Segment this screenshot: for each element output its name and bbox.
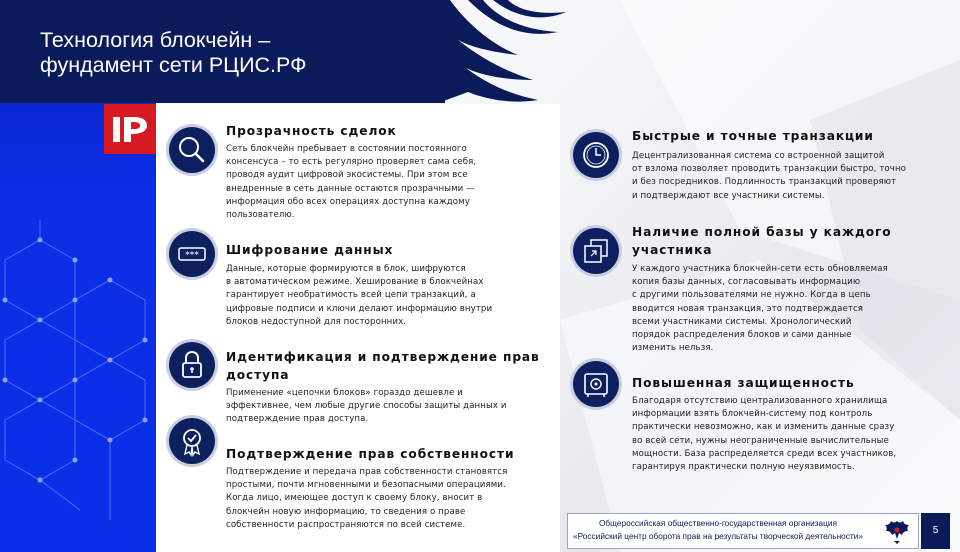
footer-organization	[567, 513, 919, 549]
header-bar	[0, 0, 445, 103]
slide-title: Технология блокчейн – фундамент сети РЦИС.РФ	[40, 28, 307, 77]
clock-icon	[573, 132, 619, 178]
left-item-2-title: Шифрование данных	[226, 243, 394, 257]
wings-icon	[438, 0, 568, 110]
rcis-logo	[104, 104, 156, 154]
double-headed-eagle-icon	[882, 517, 912, 545]
footer-line-2: «Российский центр оборота прав на результаты творческой деятельности»	[572, 531, 863, 541]
copy-squares-icon	[573, 228, 619, 274]
footer-line-1: Общероссийская общественно-государственная организация	[598, 518, 838, 528]
magnifier-icon	[169, 127, 215, 173]
left-item-1-text: Сеть блокчейн пребывает в состоянии постоянного консенсуса – то есть регулярно проверяет сама себя, проводя аудит цифровой экосистемы. При этом все внедренные в сеть данные остаются прозрачными — информация обо всех операциях доступна каждому пользователю.	[226, 144, 477, 221]
right-item-2-title: Наличие полной базы у каждого участника	[632, 225, 892, 257]
right-item-2-text: У каждого участника блокчейн-сети есть обновляемая копия базы данных, согласовывать информацию с другими пользователями не нужно. Когда в цепь вводится новая транзакция, это подтверждается всеми участниками системы. Хронологический порядок распределения блоков и сами данные изменить нельзя.	[632, 264, 888, 354]
left-item-4-text: Подтверждение и передача прав собственности становятся простыми, почти мгновенными и безопасными операциями. Когда лицо, имеющее доступ к своему блоку, вносит в блокчейн новую информацию, то сведения о праве собственности распространяются по всей системе.	[226, 467, 508, 530]
password-icon	[169, 231, 215, 277]
safe-icon	[573, 361, 619, 407]
svg-text:***: ***	[185, 250, 199, 261]
left-item-3-title: Идентификация и подтверждение прав доступа	[226, 350, 540, 382]
network-pattern	[0, 220, 156, 550]
right-item-1-text: Децентрализованная система со встроенной защитой от взлома позволяет проводить транзакции быстро, точно и без посредников. Подлинность транзакций проверяют и подтверждают все участники системы.	[632, 151, 907, 201]
left-item-4-title: Подтверждение прав собственности	[226, 447, 515, 461]
right-item-1-title: Быстрые и точные транзакции	[632, 129, 874, 143]
left-item-2-text: Данные, которые формируются в блок, шифруются в автоматическом режиме. Хеширование в блокчейнах гарантирует необратимость всей цепи транзакций, а цифровые подписи и ключи делают информацию внутри блоков недоступной для посторонних.	[226, 264, 493, 327]
certificate-icon	[169, 418, 215, 464]
page-number: 5	[921, 513, 950, 549]
right-item-3-text: Благодаря отсутствию централизованного хранилища информации взять блокчейн-систему под контроль практически невозможно, как и изменить данные сразу во всей сети, нужны неограниченные вычислительные мощности. База распределяется среди всех участников, гарантируя практически полную неуязвимость.	[632, 396, 897, 473]
padlock-icon	[169, 342, 215, 388]
left-item-1-title: Прозрачность сделок	[226, 124, 397, 138]
left-item-3-text: Применение «цепочки блоков» гораздо дешевле и эффективнее, чем любые другие способы защиты данных и подтверждение прав доступа.	[226, 388, 507, 425]
rcis-logo-icon	[104, 104, 156, 154]
right-item-3-title: Повышенная защищенность	[632, 376, 855, 390]
